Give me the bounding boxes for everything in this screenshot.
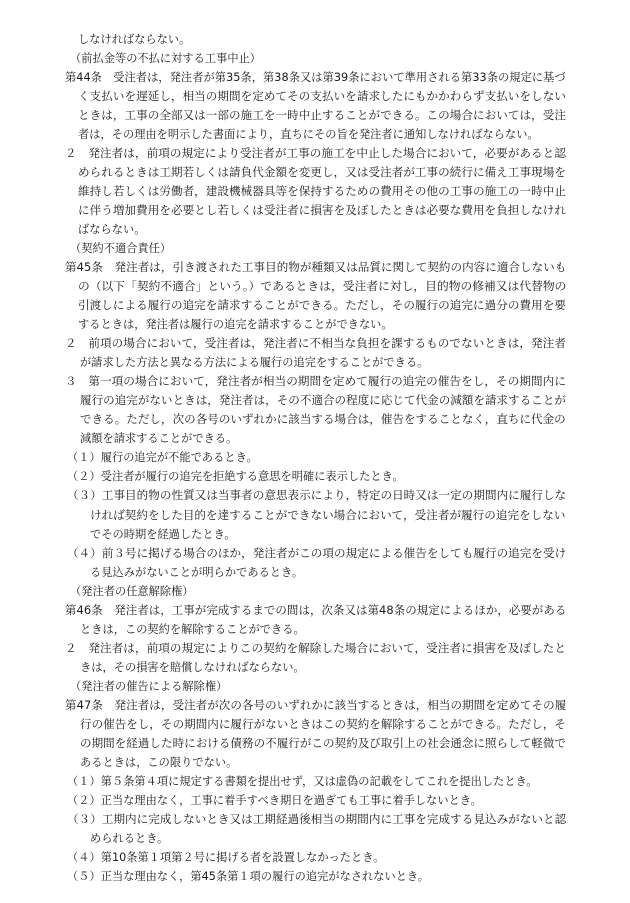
continuation-line: できる。ただし，次の各号のいずれかに該当する場合は，催告をすることなく，直ちに代金の	[80, 413, 566, 427]
item-line: （１）履行の追完が不能であるとき。	[67, 451, 258, 465]
item-line: （１）第５条第４項に規定する書類を提出せず，又は虚偽の記載をしてこれを提出したとき。	[67, 774, 538, 788]
paragraph-line: ３ 第一項の場合において，発注者が相当の期間を定めて履行の追完の催告をし，その期間内に	[65, 375, 566, 389]
continuation-line: 維持し若しくは労働者，建設機械器具等を保持するための費用その他の工事の施工の一時中止	[78, 185, 566, 199]
section-heading: （契約不適合責任）	[70, 242, 172, 256]
continuation-line: 引渡しによる履行の追完を請求することができる。ただし，その履行の追完に過分の費用を要	[78, 299, 566, 313]
continuation-line: きは，その損害を賠償しなければならない。	[80, 660, 305, 674]
continuation-line: ときは，この契約を解除することができる。	[80, 622, 305, 636]
paragraph-line: ２ 発注者は，前項の規定により受注者が工事の施工を中止した場合において，必要があると認	[65, 147, 566, 161]
item-line: （２）正当な理由なく，工事に着手すべき期日を過ぎても工事に着手しないとき。	[67, 793, 482, 807]
continuation-line: 者は，その理由を明示した書面により，直ちにその旨を発注者に通知しなければならない。	[78, 128, 539, 142]
continuation-line: に伴う増加費用を必要とし若しくは受注者に損害を及ぼしたときは必要な費用を負担しなけれ	[78, 204, 566, 218]
article-line: 第45条 発注者は，引き渡された工事目的物が種類又は品質に関して契約の内容に適合しないも	[65, 261, 567, 275]
item-line: （４）第10条第１項第２号に掲げる者を設置しなかったとき。	[67, 850, 385, 864]
continuation-line: が請求した方法と異なる方法による履行の追完をすることができる。	[80, 356, 429, 370]
item-line: （３）工期内に完成しないとき又は工期経過後相当の期間内に工事を完成する見込みがないと認	[67, 812, 567, 826]
section-heading: （前払金等の不払に対する工事中止）	[70, 52, 262, 66]
section-heading: （発注者の催告による解除権）	[70, 679, 228, 693]
continuation-line: く支払いを遅延し，相当の期間を定めてその支払いを請求したにもかかわらず支払いをしない	[78, 90, 566, 104]
continuation-line: でその時期を経過したとき。	[90, 527, 236, 541]
continuation-line: ときは，工事の全部又は一部の施工を一時中止することができる。この場合においては，受注	[78, 109, 566, 123]
continuation-line: しなければならない。	[78, 33, 191, 46]
item-line: （４）前３号に掲げる場合のほか，発注者がこの項の規定による催告をしても履行の追完を受け	[67, 546, 567, 560]
continuation-line: ばならない。	[78, 223, 146, 237]
continuation-line: 減額を請求することができる。	[80, 432, 238, 446]
continuation-line: あるときは，この限りでない。	[80, 755, 238, 769]
section-heading: （発注者の任意解除権）	[70, 584, 194, 598]
continuation-line: の（以下「契約不適合」という。）であるときは，受注者に対し，目的物の修補又は代替物の	[78, 280, 567, 294]
continuation-line: 履行の追完がないときは，発注者は，その不適合の程度に応じて代金の減額を請求することが	[80, 394, 566, 408]
paragraph-line: ２ 発注者は，前項の規定によりこの契約を解除した場合において，受注者に損害を及ぼしたと	[65, 641, 566, 655]
article-line: 第44条 受注者は，発注者が第35条，第38条又は第39条において準用される第33条の規定に基づ	[65, 71, 566, 85]
item-line: （２）受注者が履行の追完を拒絶する意思を明確に表示したとき。	[67, 470, 404, 484]
continuation-line: められるときは工期若しくは請負代金額を変更し，又は受注者が工事の続行に備え工事現場を	[78, 166, 566, 180]
continuation-line: められるとき。	[90, 831, 169, 845]
article-line: 第47条 発注者は，受注者が次の各号のいずれかに該当するときは，相当の期間を定めてその履	[65, 698, 567, 712]
paragraph-line: ２ 前項の場合において，受注者は，発注者に不相当な負担を課するものでないときは，発注者	[65, 337, 566, 351]
item-line: （５）正当な理由なく，第45条第１項の履行の追完がなされないとき。	[67, 869, 430, 883]
continuation-line: 行の催告をし，その期間内に履行がないときはこの契約を解除することができる。ただし，そ	[80, 717, 566, 731]
item-line: （３）工事目的物の性質又は当事者の意思表示により，特定の日時又は一定の期間内に履行しな	[67, 489, 567, 503]
article-line: 第46条 発注者は，工事が完成するまでの間は，次条又は第48条の規定によるほか，必要がある	[65, 603, 567, 617]
continuation-line: の期間を経過した時における債務の不履行がこの契約及び取引上の社会通念に照らして軽微で	[80, 736, 566, 750]
continuation-line: ければ契約をした目的を達することができない場合において，受注者が履行の追完をしない	[90, 508, 566, 522]
continuation-line: る見込みがないことが明らかであるとき。	[90, 565, 304, 579]
continuation-line: するときは，発注者は履行の追完を請求することができない。	[78, 318, 393, 332]
